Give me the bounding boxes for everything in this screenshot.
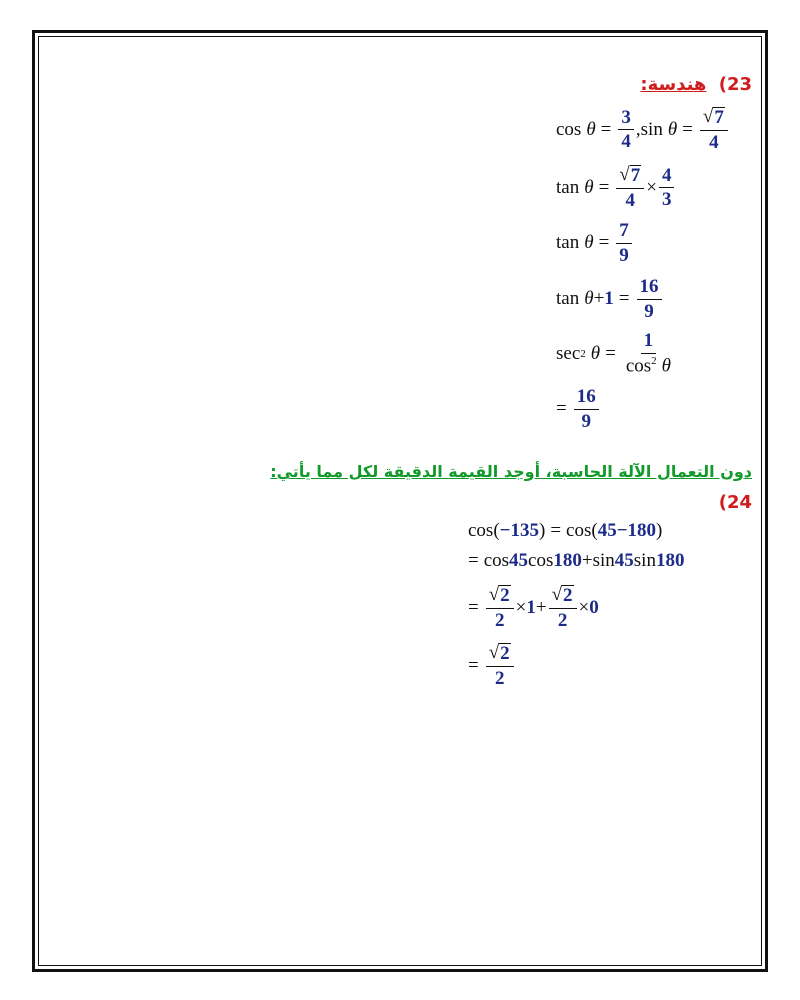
denominator: 2 (494, 609, 505, 631)
equals: = (468, 654, 479, 676)
equals: = (598, 176, 610, 198)
sin-fn: sin (640, 118, 663, 140)
one: 1 (604, 288, 614, 310)
equals: = (600, 118, 612, 140)
fraction (486, 642, 514, 690)
fraction (659, 165, 675, 212)
q23-line-4 (556, 276, 664, 323)
denominator: 4 (625, 189, 635, 211)
q24-instruction: دون التعمال الآلة الحاسبة، أوجد القيمة الدقيقة لكل مما يأتي: (270, 462, 752, 481)
tan-fn: tan (556, 176, 580, 198)
equals: = (605, 342, 616, 364)
q24-line-1: cos ( − 135 ) = cos ( 45 − 180 ) (468, 520, 663, 541)
plus: + (535, 596, 547, 618)
q23-heading (640, 74, 752, 95)
fraction (574, 386, 599, 433)
number: 135 (510, 520, 539, 541)
theta: θ (590, 342, 601, 364)
theta: θ (584, 232, 594, 254)
fraction (618, 107, 634, 154)
denominator: 4 (709, 131, 719, 153)
theta: θ (584, 176, 594, 198)
sqrt: √ 2 (488, 584, 510, 606)
numerator: 16 (637, 276, 662, 300)
plus: + (581, 550, 593, 571)
sqrt: √ 2 (551, 584, 573, 606)
number: 180 (627, 520, 657, 541)
denominator: 9 (581, 410, 591, 432)
comma: , (635, 118, 641, 140)
numerator (486, 642, 514, 667)
q23-title: هندسة: (640, 74, 707, 95)
times: × (515, 596, 527, 618)
q24-line-3: = √ 2 2 × 1 + √ 2 2 × 0 (468, 584, 599, 631)
theta: θ (584, 288, 594, 310)
numerator: 1 (641, 330, 657, 354)
fraction (700, 106, 728, 154)
q24-line-4 (468, 642, 516, 690)
equals: = (598, 232, 610, 254)
numerator (549, 584, 577, 609)
equals: = (682, 118, 693, 140)
exponent: 2 (580, 347, 586, 360)
fraction (623, 330, 674, 377)
q23-line-5 (556, 330, 676, 377)
numerator (486, 584, 514, 609)
numerator: 3 (618, 107, 634, 131)
equals: = (556, 398, 567, 420)
numerator: 4 (659, 165, 675, 189)
denominator: 9 (619, 244, 629, 266)
theta: θ (586, 118, 596, 140)
q23-line-6 (556, 386, 601, 433)
cos-fn: cos (468, 520, 494, 541)
sqrt: √ 2 (488, 642, 510, 664)
plus: + (593, 288, 605, 310)
fraction (616, 220, 632, 267)
fraction (637, 276, 662, 323)
numerator: 16 (574, 386, 599, 410)
tan-fn: tan (556, 288, 580, 310)
equals: = (550, 520, 562, 541)
equals: = (468, 550, 479, 571)
number: 45 (597, 520, 617, 541)
q24-number: (24 (718, 492, 752, 513)
fraction (616, 164, 644, 212)
sqrt: √ 7 (702, 106, 724, 128)
equals: = (468, 596, 479, 618)
sqrt: √ 7 (619, 164, 641, 186)
equals: = (618, 288, 630, 310)
sec-fn: sec (556, 342, 581, 364)
q23-line-1 (556, 106, 730, 154)
denominator: 9 (644, 300, 654, 322)
q24-line-2: = cos 45 cos 180 + sin 45 sin 180 (468, 550, 685, 571)
numerator: 7 (616, 220, 632, 244)
denominator: 2 (494, 667, 505, 689)
denominator: 2 (557, 609, 568, 631)
fraction (486, 584, 514, 632)
times: × (646, 176, 657, 198)
denominator: 3 (661, 189, 672, 211)
theta: θ (667, 118, 678, 140)
numerator (700, 106, 728, 131)
cos-fn: cos (556, 118, 582, 140)
times: × (578, 596, 590, 618)
q23-line-3 (556, 220, 634, 267)
denominator: 4 (621, 131, 631, 153)
fraction (549, 584, 577, 632)
cos-fn: cos (566, 520, 592, 541)
tan-fn: tan (556, 232, 580, 254)
q23-line-2 (556, 164, 676, 212)
denominator: $\cos^2 \theta$ (625, 354, 671, 377)
q23-number: 23) (718, 74, 752, 95)
numerator (616, 164, 644, 189)
